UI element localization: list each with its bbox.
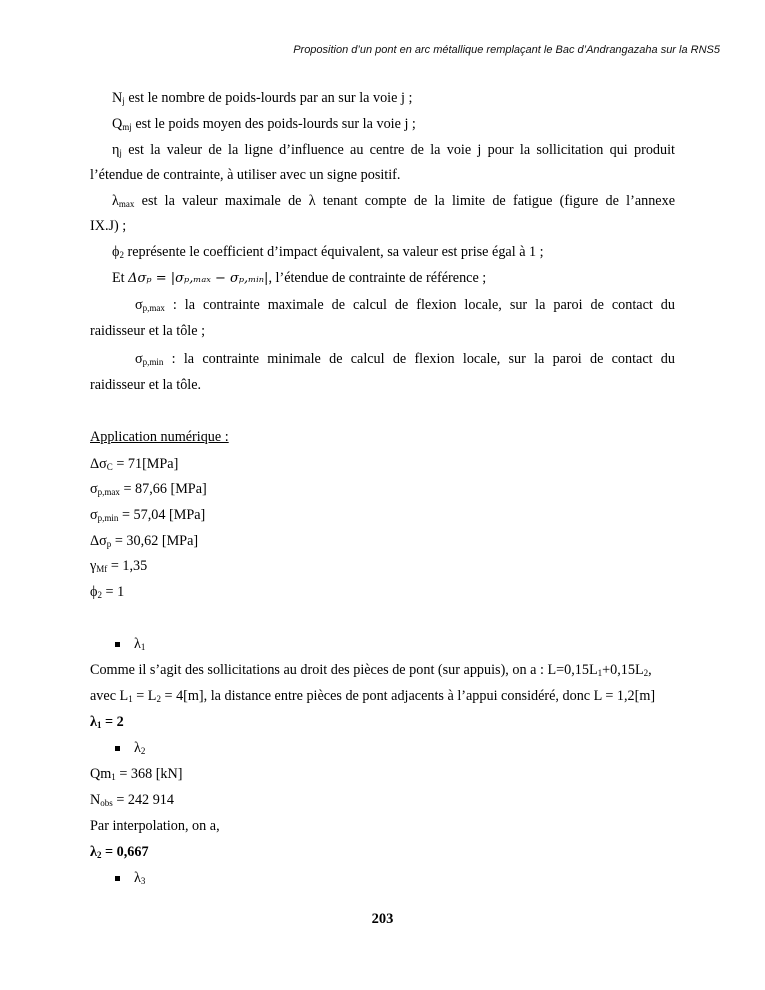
symbol: ϕ xyxy=(112,244,120,260)
subscript: p,min xyxy=(142,357,164,367)
value-text: = 242 914 xyxy=(112,792,174,808)
definition-text: est la valeur maximale de λ tenant compte de la limite de fatigue (figure de l’annexe xyxy=(134,193,675,209)
value-nobs xyxy=(90,793,675,807)
symbol: σ xyxy=(90,481,98,497)
def-qmj xyxy=(90,117,675,131)
subscript: p,max xyxy=(142,303,165,313)
symbol: λ xyxy=(90,714,97,730)
subscript: C xyxy=(106,462,113,472)
bullet-label xyxy=(134,637,145,651)
running-header: Proposition d’un pont en arc métallique remplaçant le Bac d’Andrangazaha sur la RNS5 xyxy=(293,44,720,56)
def-eta-line2: l’étendue de contrainte, à utiliser avec un signe positif. xyxy=(90,167,401,183)
bullet-label xyxy=(134,741,145,755)
symbol: γ xyxy=(90,558,97,574)
symbol: Q xyxy=(112,116,123,132)
value-sigma-p-min xyxy=(90,508,675,522)
symbol: N xyxy=(112,90,123,106)
symbol: Δσ xyxy=(90,456,107,472)
value-text: = 71[MPa] xyxy=(112,456,179,472)
definition-text: est le poids moyen des poids-lourds sur la voie j ; xyxy=(131,116,416,132)
subscript: j xyxy=(119,148,122,158)
subscript: Mf xyxy=(96,564,108,574)
text: = L xyxy=(132,688,157,704)
def-sigma-max-line1 xyxy=(90,298,675,312)
subscript: 3 xyxy=(140,876,146,886)
def-sigma-min-line1 xyxy=(90,352,675,366)
subscript: 2 xyxy=(119,250,124,260)
def-eta-line1 xyxy=(90,143,675,157)
result-text: = 2 xyxy=(101,714,124,730)
value-text: = 1,35 xyxy=(107,558,148,574)
definition-text: , l’étendue de contrainte de référence ; xyxy=(268,270,487,286)
subscript: 2 xyxy=(643,668,649,678)
subscript: p xyxy=(106,539,112,549)
symbol: λ xyxy=(112,193,119,209)
symbol: η xyxy=(112,142,120,158)
subscript: 2 xyxy=(96,850,102,860)
def-delta-sigma xyxy=(90,271,675,285)
value-gamma-mf xyxy=(90,559,675,573)
value-sigma-p-max xyxy=(90,482,675,496)
subscript: obs xyxy=(100,798,113,808)
symbol: λ xyxy=(134,870,141,886)
value-text: = 57,04 [MPa] xyxy=(118,507,206,523)
subscript: j xyxy=(122,96,125,106)
prefix: Et xyxy=(112,270,129,286)
symbol: λ xyxy=(134,740,141,756)
subscript: mj xyxy=(122,122,132,132)
symbol: ϕ xyxy=(90,584,98,600)
bullet-label xyxy=(134,871,145,885)
symbol: λ xyxy=(90,844,97,860)
subscript: p,max xyxy=(97,487,120,497)
def-lambda-line2: IX.J) ; xyxy=(90,218,127,234)
def-sigma-min-line2: raidisseur et la tôle. xyxy=(90,377,202,393)
lambda2-result xyxy=(90,845,675,859)
symbol: σ xyxy=(90,507,98,523)
value-delta-sigma-c xyxy=(90,457,675,471)
section-heading: Application numérique : xyxy=(90,429,229,445)
result-text: = 0,667 xyxy=(101,844,149,860)
subscript: max xyxy=(118,199,135,209)
symbol: N xyxy=(90,792,101,808)
text: +0,15L xyxy=(602,662,644,678)
subscript: 1 xyxy=(96,720,102,730)
def-lambda-line1 xyxy=(90,194,675,208)
bullet-square-icon xyxy=(115,642,120,647)
def-phi xyxy=(90,245,675,259)
symbol: σ xyxy=(135,297,143,313)
bullet-square-icon xyxy=(115,876,120,881)
subscript: 1 xyxy=(140,642,146,652)
lambda1-line2 xyxy=(90,689,675,703)
text: = 4[m], la distance entre pièces de pont adjacents à l’appui considéré, donc L = 1,2[m] xyxy=(160,688,656,704)
def-nj xyxy=(90,91,675,105)
value-phi-2 xyxy=(90,585,675,599)
symbol: λ xyxy=(134,636,141,652)
lambda1-line1 xyxy=(90,663,675,677)
lambda1-result xyxy=(90,715,675,729)
definition-text: représente le coefficient d’impact équivalent, sa valeur est prise égal à 1 ; xyxy=(123,244,544,260)
bullet-square-icon xyxy=(115,746,120,751)
value-text: = 1 xyxy=(101,584,125,600)
page-number: 203 xyxy=(371,911,394,927)
definition-text: est le nombre de poids-lourds par an sur la voie j ; xyxy=(124,90,413,106)
value-text: = 368 [kN] xyxy=(115,766,183,782)
text: , xyxy=(648,662,652,678)
symbol: Qm xyxy=(90,766,112,782)
value-text: = 87,66 [MPa] xyxy=(119,481,207,497)
subscript: 2 xyxy=(156,694,161,704)
text: avec L xyxy=(90,688,129,704)
symbol: σ xyxy=(135,351,143,367)
symbol: Δσ xyxy=(90,533,107,549)
subscript: 1 xyxy=(597,668,603,678)
text: Comme il s’agit des sollicitations au droit des pièces de pont (sur appuis), on a : L=0,15L xyxy=(90,662,598,678)
definition-text: : la contrainte minimale de calcul de flexion locale, sur la paroi de contact du xyxy=(163,351,675,367)
interpolation-text: Par interpolation, on a, xyxy=(90,818,220,834)
subscript: 1 xyxy=(128,694,133,704)
subscript: 1 xyxy=(111,772,116,782)
value-qm1 xyxy=(90,767,675,781)
subscript: 2 xyxy=(97,590,102,600)
formula: Δσₚ = |σₚ,ₘₐₓ − σₚ,ₘᵢₙ| xyxy=(128,271,269,286)
definition-text: : la contrainte maximale de calcul de flexion locale, sur la paroi de contact du xyxy=(164,297,675,313)
subscript: 2 xyxy=(140,746,146,756)
definition-text: est la valeur de la ligne d’influence au centre de la voie j pour la sollicitation qui produit xyxy=(121,142,675,158)
value-delta-sigma-p xyxy=(90,534,675,548)
def-sigma-max-line2: raidisseur et la tôle ; xyxy=(90,323,206,339)
subscript: p,min xyxy=(97,513,119,523)
value-text: = 30,62 [MPa] xyxy=(111,533,199,549)
